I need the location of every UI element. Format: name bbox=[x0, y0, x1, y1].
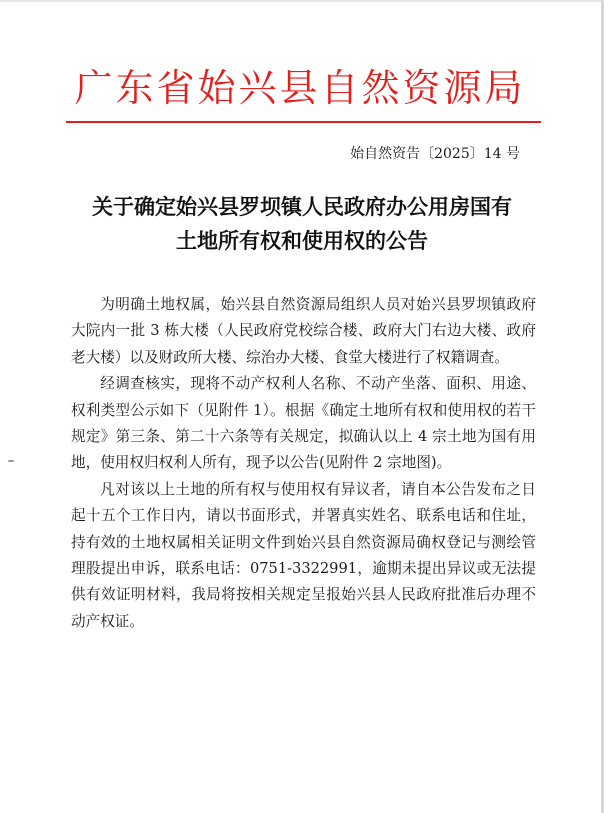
body-paragraph-1: 为明确土地权属，始兴县自然资源局组织人员对始兴县罗坝镇政府大院内一批 3 栋大楼（人民政府党校综合楼、政府大门右边大楼、政府老大楼）以及财政所大楼、综治办大楼、食堂大楼进行了权籍调查。 bbox=[71, 296, 536, 366]
document-title bbox=[60, 190, 544, 258]
page-top-edge bbox=[0, 0, 604, 2]
body-paragraph-3: 凡对该以上土地的所有权与使用权有异议者，请自本公告发布之日起十五个工作日内，请以书面形式，并署真实姓名、联系电话和住址，持有效的土地权属相关证明文件到始兴县自然资源局确权登记与测绘管理股提出申诉，联系电话：0751-3322991，逾期未提出异议或无法提供有效证明材料，我局将按相关规定呈报始兴县人民政府批准后办理不动产权证。 bbox=[71, 480, 536, 630]
document-title-line-1: 关于确定始兴县罗坝镇人民政府办公用房国有 bbox=[92, 194, 512, 219]
header-red-rule bbox=[66, 121, 541, 123]
document-title-line-2: 土地所有权和使用权的公告 bbox=[176, 228, 428, 253]
body-paragraph-2: 经调查核实，现将不动产权利人名称、不动产坐落、面积、用途、权利类型公示如下（见附件 1）。根据《确定土地所有权和使用权的若干规定》第三条、第二十六条等有关规定，拟确认以上 4 宗土地为国有用地，使用权归权利人所有，现予以公告(见附件 2 宗地图)。 bbox=[71, 375, 536, 472]
agency-header: 广东省始兴县自然资源局 bbox=[74, 66, 526, 110]
document-body bbox=[71, 292, 536, 635]
scan-speck bbox=[8, 460, 14, 462]
document-number: 始自然资告〔2025〕14 号 bbox=[350, 146, 520, 162]
